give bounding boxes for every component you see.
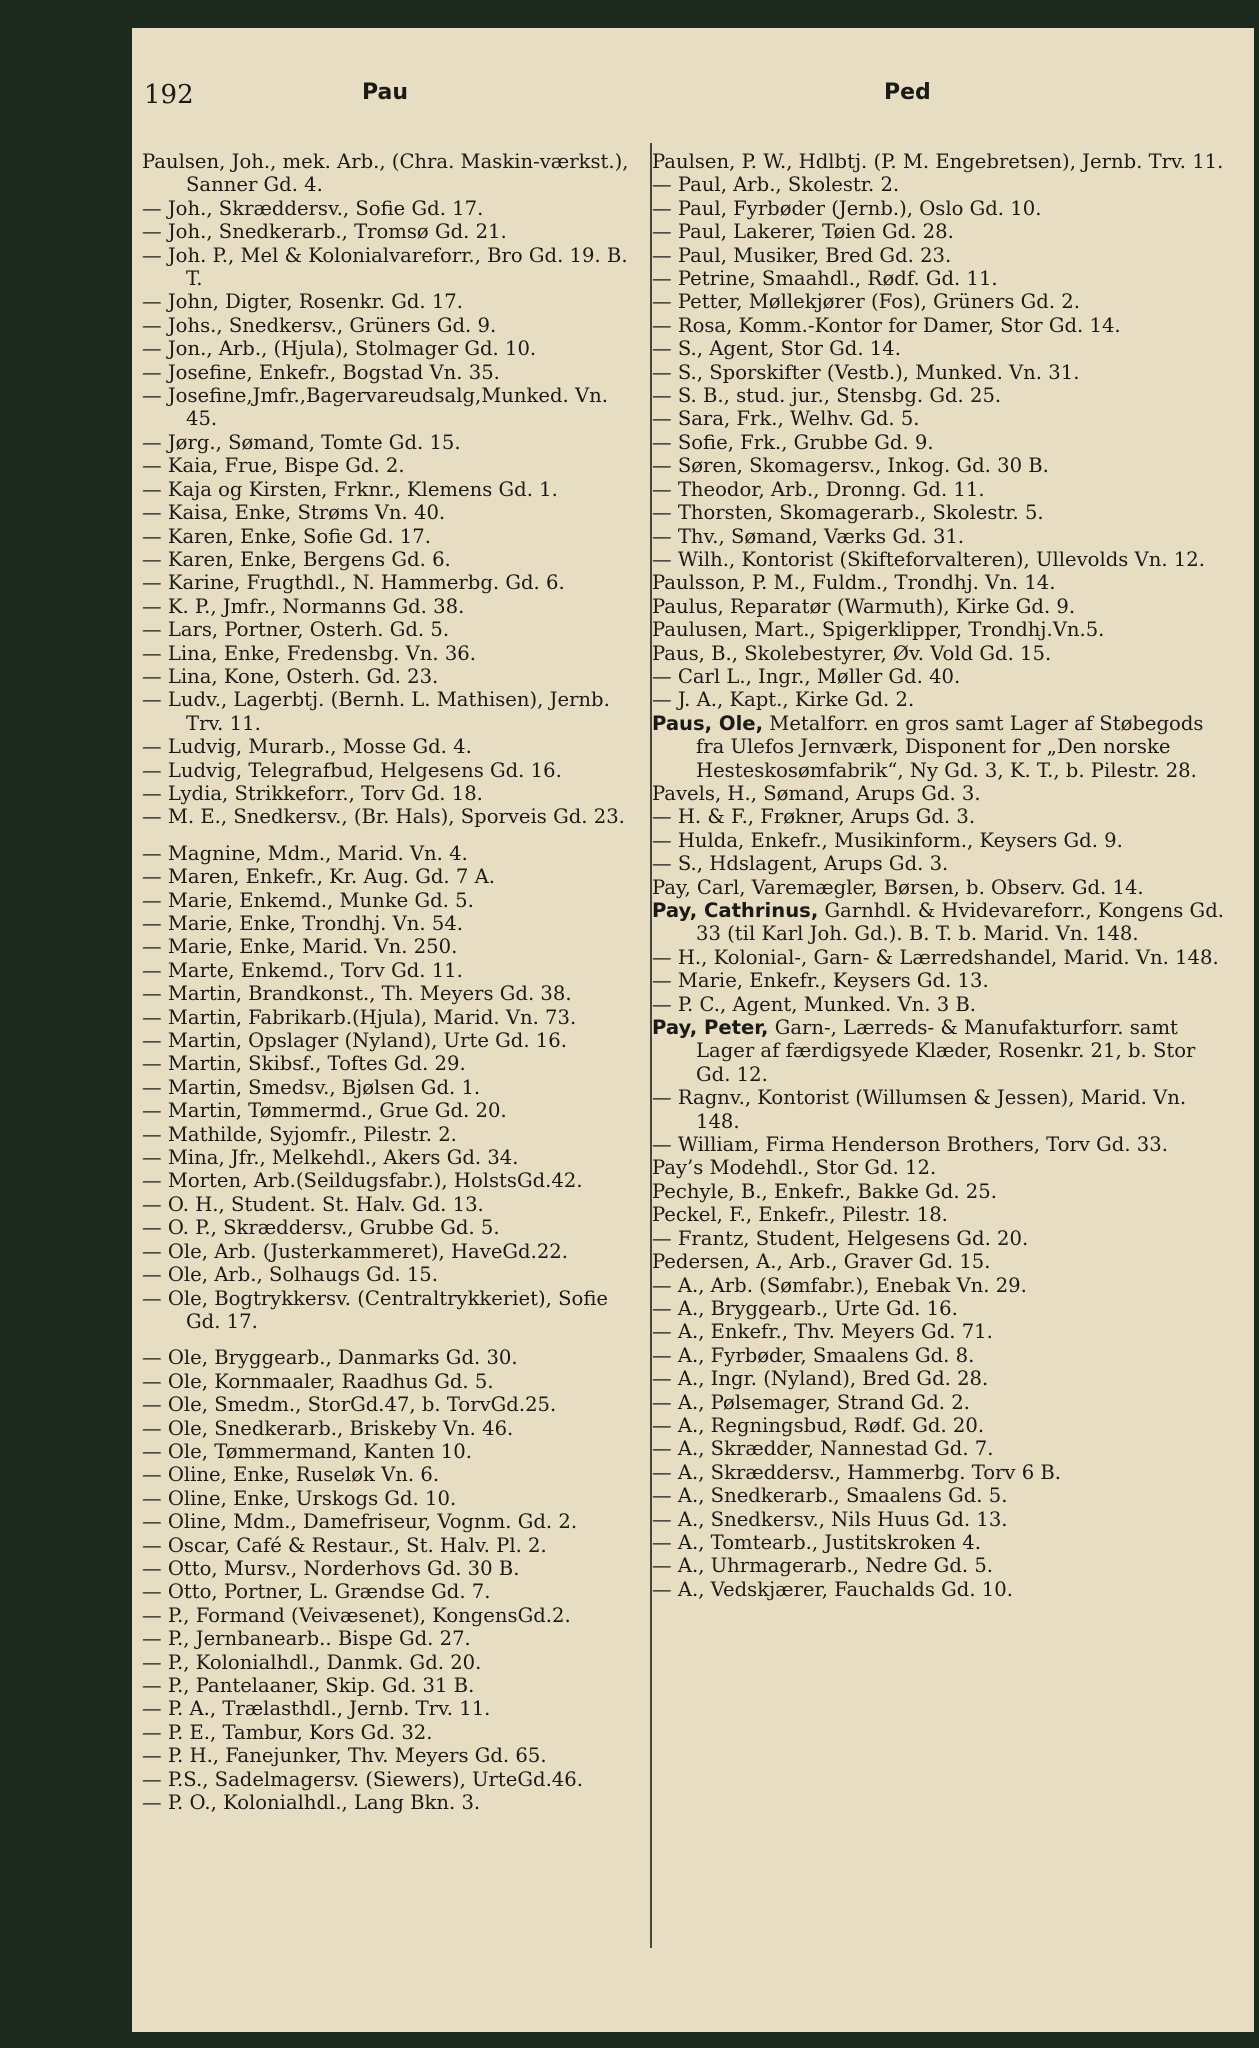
directory-entry — [142, 1791, 642, 1814]
entry-text: — A., Skrædder, Nannestad Gd. 7. — [652, 1437, 994, 1461]
entry-text: — S., Sporskifter (Vestb.), Munked. Vn. 31. — [652, 360, 1080, 384]
entry-text: — Paul, Musiker, Bred Gd. 23. — [652, 243, 952, 267]
entry-text: — S., Hdslagent, Arups Gd. 3. — [652, 852, 949, 876]
entry-text: — H., Kolonial-, Garn- & Lærredshandel, Marid. Vn. 148. — [652, 945, 1219, 969]
directory-entry — [142, 197, 642, 220]
directory-entry — [142, 1123, 642, 1146]
directory-entry — [652, 1367, 1232, 1390]
entry-text: — Morten, Arb.(Seildugsfabr.), HolstsGd.42. — [142, 1169, 583, 1193]
directory-entry — [142, 782, 642, 805]
directory-entry — [142, 759, 642, 782]
directory-entry — [652, 1180, 1232, 1203]
entry-text: Pay, Carl, Varemægler, Børsen, b. Observ. Gd. 14. — [652, 875, 1144, 899]
entry-text: Metalforr. en gros samt Lager af Støbegods fra Ulefos Jernværk, Disponent for „Den norske Hesteskosømfabrik“, Ny Gd. 3, K. T., b. Pilestr. 28. — [696, 711, 1204, 782]
entry-text: — S., Agent, Stor Gd. 14. — [652, 337, 901, 361]
entry-text: — P., Formand (Veivæsenet), KongensGd.2. — [142, 1603, 571, 1627]
entry-text: — Petter, Møllekjører (Fos), Grüners Gd. 2. — [652, 290, 1080, 314]
entry-text: — Rosa, Komm.-Kontor for Damer, Stor Gd. 14. — [652, 313, 1121, 337]
directory-entry — [142, 337, 642, 360]
entry-text: — Maren, Enkefr., Kr. Aug. Gd. 7 A. — [142, 865, 495, 889]
entry-text: — P. C., Agent, Munked. Vn. 3 B. — [652, 992, 977, 1016]
directory-entry — [652, 852, 1232, 875]
directory-entry — [652, 1297, 1232, 1320]
directory-entry — [142, 548, 642, 571]
directory-entry — [652, 478, 1232, 501]
directory-entry — [142, 1346, 642, 1369]
entry-text: — J. A., Kapt., Kirke Gd. 2. — [652, 688, 915, 712]
directory-entry — [652, 1274, 1232, 1297]
entry-text: Garnhdl. & Hvidevareforr., Kongens Gd. 33 (til Karl Joh. Gd.). B. T. b. Marid. Vn. 148. — [696, 899, 1224, 946]
entry-text: — Ole, Tømmermand, Kanten 10. — [142, 1439, 472, 1463]
directory-entry — [142, 361, 642, 384]
directory-entry — [142, 1193, 642, 1216]
directory-entry — [142, 1417, 642, 1440]
directory-entry — [142, 1463, 642, 1486]
entry-text: — Josefine, Enkefr., Bogstad Vn. 35. — [142, 360, 500, 384]
entry-text: — Frantz, Student, Helgesens Gd. 20. — [652, 1226, 1029, 1250]
directory-entry — [142, 1604, 642, 1627]
directory-entry — [652, 337, 1232, 360]
entry-text: — Mina, Jfr., Melkehdl., Akers Gd. 34. — [142, 1146, 519, 1170]
directory-entry — [652, 876, 1232, 899]
directory-entry — [142, 1146, 642, 1169]
entry-text: — A., Snedkersv., Nils Huus Gd. 13. — [652, 1507, 1008, 1531]
directory-entry — [142, 1099, 642, 1122]
entry-text: — Karen, Enke, Bergens Gd. 6. — [142, 547, 451, 571]
directory-entry — [652, 1016, 1232, 1086]
entry-text: — P. E., Tambur, Kors Gd. 32. — [142, 1720, 433, 1744]
entry-text: — Martin, Smedsv., Bjølsen Gd. 1. — [142, 1075, 481, 1099]
entry-text: — K. P., Jmfr., Normanns Gd. 38. — [142, 594, 465, 618]
directory-entry — [142, 1216, 642, 1239]
entry-text: — A., Skræddersv., Hammerbg. Torv 6 B. — [652, 1460, 1062, 1484]
entry-text: — Petrine, Smaahdl., Rødf. Gd. 11. — [652, 267, 998, 291]
directory-entry — [142, 982, 642, 1005]
entry-text: Peckel, F., Enkefr., Pilestr. 18. — [652, 1203, 948, 1227]
entry-text: — A., Enkefr., Thv. Meyers Gd. 71. — [652, 1320, 993, 1344]
directory-entry — [142, 1076, 642, 1099]
directory-entry — [652, 1554, 1232, 1577]
directory-entry — [142, 220, 642, 243]
entry-text: — P. O., Kolonialhdl., Lang Bkn. 3. — [142, 1791, 481, 1815]
entry-text: — Otto, Mursv., Norderhovs Gd. 30 B. — [142, 1556, 520, 1580]
entry-text: — Ole, Bogtrykkersv. (Centraltrykkeriet), Sofie Gd. 17. — [142, 1286, 608, 1333]
entry-text: — P.S., Sadelmagersv. (Siewers), UrteGd.46. — [142, 1767, 583, 1791]
entry-text: — Martin, Opslager (Nyland), Urte Gd. 16. — [142, 1029, 567, 1053]
directory-entry — [142, 1029, 642, 1052]
directory-entry — [652, 1227, 1232, 1250]
directory-entry — [652, 1344, 1232, 1367]
directory-entry — [652, 1414, 1232, 1437]
directory-entry — [142, 1487, 642, 1510]
entry-text: — Lina, Kone, Osterh. Gd. 23. — [142, 664, 439, 688]
directory-entry — [142, 1240, 642, 1263]
directory-entry — [652, 501, 1232, 524]
directory-entry — [142, 959, 642, 982]
entry-text: — Oscar, Café & Restaur., St. Halv. Pl. 2. — [142, 1533, 547, 1557]
entry-text: Pechyle, B., Enkefr., Bakke Gd. 25. — [652, 1179, 997, 1203]
directory-entry — [142, 571, 642, 594]
entry-text: — Joh., Skræddersv., Sofie Gd. 17. — [142, 196, 484, 220]
entry-text: — Ole, Kornmaaler, Raadhus Gd. 5. — [142, 1369, 494, 1393]
entry-text: — Josefine,Jmfr.,Bagervareudsalg,Munked. Vn. 45. — [142, 384, 608, 431]
directory-entry — [652, 1203, 1232, 1226]
directory-entry — [142, 1393, 642, 1416]
entry-text: — Ole, Arb., Solhaugs Gd. 15. — [142, 1263, 438, 1287]
entry-text: — William, Firma Henderson Brothers, Torv Gd. 33. — [652, 1133, 1168, 1157]
directory-entry — [142, 912, 642, 935]
entry-text: — Ragnv., Kontorist (Willumsen & Jessen), Marid. Vn. 148. — [652, 1086, 1187, 1133]
entry-text: — P., Pantelaaner, Skip. Gd. 31 B. — [142, 1674, 475, 1697]
entry-text: Pay’s Modehdl., Stor Gd. 12. — [652, 1156, 937, 1180]
directory-entry — [142, 478, 642, 501]
entry-text: — Thorsten, Skomagerarb., Skolestr. 5. — [652, 501, 1044, 525]
directory-entry — [142, 842, 642, 865]
entry-text: — Thv., Sømand, Værks Gd. 31. — [652, 524, 965, 548]
directory-entry — [142, 665, 642, 688]
entry-text: — Joh., Snedkerarb., Tromsø Gd. 21. — [142, 220, 507, 244]
directory-entry — [142, 384, 642, 431]
directory-entry — [652, 969, 1232, 992]
entry-text: — Ole, Arb. (Justerkammeret), HaveGd.22. — [142, 1239, 568, 1263]
entry-text: — Oline, Enke, Ruseløk Vn. 6. — [142, 1463, 440, 1487]
running-head-left: Pau — [362, 80, 409, 105]
directory-entry — [142, 805, 642, 828]
entry-text: — Karine, Frugthdl., N. Hammerbg. Gd. 6. — [142, 571, 565, 595]
directory-entry — [652, 244, 1232, 267]
entry-text: — Joh. P., Mel & Kolonialvareforr., Bro Gd. 19. B. T. — [142, 243, 628, 291]
entry-text: — Marie, Enke, Trondhj. Vn. 54. — [142, 912, 464, 935]
entry-text: — Sofie, Frk., Grubbe Gd. 9. — [652, 430, 934, 454]
directory-entry — [652, 805, 1232, 828]
directory-entry — [652, 899, 1232, 946]
entry-text: — Ludvig, Telegrafbud, Helgesens Gd. 16. — [142, 758, 562, 782]
entry-text: Paulsen, Joh., mek. Arb., (Chra. Maskin-værkst.), Sanner Gd. 4. — [142, 150, 629, 197]
directory-entry — [652, 314, 1232, 337]
entry-spacer — [142, 829, 642, 842]
entry-text: — Oline, Enke, Urskogs Gd. 10. — [142, 1486, 457, 1510]
directory-entry — [652, 1437, 1232, 1460]
directory-entry — [142, 314, 642, 337]
directory-entry — [652, 548, 1232, 571]
left-column — [142, 150, 642, 1814]
directory-entry — [652, 665, 1232, 688]
directory-entry — [652, 173, 1232, 196]
directory-entry — [652, 782, 1232, 805]
directory-entry — [652, 361, 1232, 384]
directory-entry — [652, 384, 1232, 407]
entry-text: — Søren, Skomagersv., Inkog. Gd. 30 B. — [652, 454, 1049, 478]
directory-entry — [652, 571, 1232, 594]
directory-entry — [652, 1578, 1232, 1601]
directory-entry — [142, 1534, 642, 1557]
entry-text: — A., Vedskjærer, Fauchalds Gd. 10. — [652, 1577, 1013, 1601]
directory-entry — [652, 431, 1232, 454]
directory-entry — [652, 1484, 1232, 1507]
directory-entry — [142, 454, 642, 477]
entry-text: — Lydia, Strikkeforr., Torv Gd. 18. — [142, 781, 483, 805]
entry-text: — Ludvig, Murarb., Mosse Gd. 4. — [142, 735, 472, 759]
entry-text: — A., Tomtearb., Justitskroken 4. — [652, 1530, 981, 1554]
entry-text: — Ole, Bryggearb., Danmarks Gd. 30. — [142, 1346, 518, 1370]
entry-text: — Paul, Fyrbøder (Jernb.), Oslo Gd. 10. — [652, 196, 1042, 220]
entry-text: — Ole, Smedm., StorGd.47, b. TorvGd.25. — [142, 1393, 557, 1417]
directory-entry — [652, 1133, 1232, 1156]
directory-entry — [142, 595, 642, 618]
entry-text: — P., Jernbanearb.. Bispe Gd. 27. — [142, 1627, 471, 1651]
directory-entry — [142, 1440, 642, 1463]
page-number: 192 — [144, 80, 194, 110]
directory-entry — [652, 1156, 1232, 1179]
entry-text: — A., Snedkerarb., Smaalens Gd. 5. — [652, 1484, 1008, 1508]
entry-text: — H. & F., Frøkner, Arups Gd. 3. — [652, 805, 976, 829]
entry-text: — Mathilde, Syjomfr., Pilestr. 2. — [142, 1122, 457, 1146]
entry-text: — Ludv., Lagerbtj. (Bernh. L. Mathisen), Jernb. Trv. 11. — [142, 688, 610, 735]
directory-entry — [142, 1744, 642, 1767]
entry-text: — Marte, Enkemd., Torv Gd. 11. — [142, 958, 463, 982]
directory-entry — [142, 150, 642, 197]
entry-text: — Karen, Enke, Sofie Gd. 17. — [142, 524, 431, 548]
directory-entry — [142, 735, 642, 758]
directory-entry — [652, 1391, 1232, 1414]
entry-text: — Lars, Portner, Osterh. Gd. 5. — [142, 618, 450, 642]
directory-entry — [652, 1250, 1232, 1273]
directory-entry — [142, 431, 642, 454]
entry-text: — Jon., Arb., (Hjula), Stolmager Gd. 10. — [142, 337, 537, 361]
entry-text: Paulsen, P. W., Hdlbtj. (P. M. Engebretsen), Jernb. Trv. 11. — [652, 150, 1224, 173]
entry-text: — Hulda, Enkefr., Musikinform., Keysers Gd. 9. — [652, 828, 1123, 852]
entry-text: — O. P., Skræddersv., Grubbe Gd. 5. — [142, 1216, 500, 1240]
directory-entry — [652, 290, 1232, 313]
entry-text: — Theodor, Arb., Dronng. Gd. 11. — [652, 477, 985, 501]
directory-entry — [652, 220, 1232, 243]
entry-text: — Sara, Frk., Welhv. Gd. 5. — [652, 407, 920, 431]
entry-text: — A., Fyrbøder, Smaalens Gd. 8. — [652, 1343, 975, 1367]
directory-entry — [142, 244, 642, 291]
directory-entry — [652, 993, 1232, 1016]
entry-name-bold: Paus, Ole, — [652, 711, 764, 735]
directory-entry — [142, 642, 642, 665]
directory-page — [132, 28, 1254, 2032]
entry-text: — A., Pølsemager, Strand Gd. 2. — [652, 1390, 970, 1414]
entry-text: — A., Uhrmagerarb., Nedre Gd. 5. — [652, 1554, 994, 1578]
directory-entry — [142, 1370, 642, 1393]
entry-text: — A., Bryggearb., Urte Gd. 16. — [652, 1296, 958, 1320]
directory-entry — [652, 1320, 1232, 1343]
directory-entry — [142, 1697, 642, 1720]
entry-text: Pavels, H., Sømand, Arups Gd. 3. — [652, 781, 981, 805]
directory-entry — [652, 595, 1232, 618]
entry-text: — Johs., Snedkersv., Grüners Gd. 9. — [142, 313, 497, 337]
entry-text: — Lina, Enke, Fredensbg. Vn. 36. — [142, 641, 477, 665]
directory-entry — [652, 407, 1232, 430]
directory-entry — [142, 1674, 642, 1697]
entry-text: — Paul, Arb., Skolestr. 2. — [652, 173, 900, 197]
entry-text: — Magnine, Mdm., Marid. Vn. 4. — [142, 841, 468, 865]
entry-text: — Carl L., Ingr., Møller Gd. 40. — [652, 664, 961, 688]
directory-entry — [652, 454, 1232, 477]
directory-entry — [652, 1531, 1232, 1554]
directory-entry — [142, 889, 642, 912]
entry-text: — Kaia, Frue, Bispe Gd. 2. — [142, 454, 405, 478]
directory-entry — [142, 935, 642, 958]
directory-entry — [652, 1461, 1232, 1484]
directory-entry — [652, 1086, 1232, 1133]
entry-text: — A., Regningsbud, Rødf. Gd. 20. — [652, 1413, 985, 1437]
directory-entry — [652, 618, 1232, 641]
directory-entry — [142, 1052, 642, 1075]
directory-entry — [652, 946, 1232, 969]
entry-name-bold: Pay, Cathrinus, — [652, 899, 819, 922]
entry-text: Pedersen, A., Arb., Graver Gd. 15. — [652, 1250, 991, 1274]
entry-text: — S. B., stud. jur., Stensbg. Gd. 25. — [652, 384, 1002, 408]
directory-entry — [142, 501, 642, 524]
entry-text: — Ole, Snedkerarb., Briskeby Vn. 46. — [142, 1416, 514, 1440]
entry-text: — Kaisa, Enke, Strøms Vn. 40. — [142, 501, 446, 525]
entry-text: — Marie, Enkefr., Keysers Gd. 13. — [652, 969, 989, 993]
directory-entry — [142, 1768, 642, 1791]
directory-entry — [652, 829, 1232, 852]
directory-entry — [652, 197, 1232, 220]
entry-text: — Wilh., Kontorist (Skifteforvalteren), Ullevolds Vn. 12. — [652, 547, 1205, 571]
directory-entry — [142, 1651, 642, 1674]
entry-text: Paulus, Reparatør (Warmuth), Kirke Gd. 9. — [652, 594, 1076, 618]
entry-spacer — [142, 1333, 642, 1346]
entry-text: — John, Digter, Rosenkr. Gd. 17. — [142, 290, 463, 314]
directory-entry — [652, 1508, 1232, 1531]
entry-text: — P. A., Trælasthdl., Jernb. Trv. 11. — [142, 1697, 491, 1721]
running-head-right: Ped — [884, 80, 931, 105]
entry-text: — Marie, Enke, Marid. Vn. 250. — [142, 935, 458, 959]
entry-text: — A., Arb. (Sømfabr.), Enebak Vn. 29. — [652, 1273, 1027, 1297]
entry-text: — Jørg., Sømand, Tomte Gd. 15. — [142, 430, 461, 454]
directory-entry — [142, 1627, 642, 1650]
entry-text: — Martin, Fabrikarb.(Hjula), Marid. Vn. 73. — [142, 1005, 577, 1029]
entry-text: Paulusen, Mart., Spigerklipper, Trondhj.Vn.5. — [652, 618, 1105, 642]
directory-entry — [142, 1557, 642, 1580]
directory-entry — [142, 1169, 642, 1192]
entry-text: — Marie, Enkemd., Munke Gd. 5. — [142, 888, 474, 912]
directory-entry — [652, 642, 1232, 665]
entry-text: — Oline, Mdm., Damefriseur, Vognm. Gd. 2. — [142, 1510, 578, 1534]
entry-text: — A., Ingr. (Nyland), Bred Gd. 28. — [652, 1367, 989, 1391]
entry-text: — Martin, Tømmermd., Grue Gd. 20. — [142, 1099, 507, 1123]
directory-entry — [142, 1510, 642, 1533]
directory-entry — [142, 1287, 642, 1334]
directory-entry — [142, 1721, 642, 1744]
directory-entry — [652, 688, 1232, 711]
right-column — [652, 150, 1232, 1601]
entry-text: Paus, B., Skolebestyrer, Øv. Vold Gd. 15. — [652, 641, 1052, 665]
directory-entry — [652, 150, 1232, 173]
entry-name-bold: Pay, Peter, — [652, 1016, 769, 1040]
directory-entry — [142, 618, 642, 641]
directory-entry — [142, 525, 642, 548]
directory-entry — [142, 865, 642, 888]
entry-text: — Paul, Lakerer, Tøien Gd. 28. — [652, 220, 954, 244]
directory-entry — [652, 525, 1232, 548]
directory-entry — [142, 1580, 642, 1603]
entry-text: — Martin, Skibsf., Toftes Gd. 29. — [142, 1052, 466, 1076]
entry-text: — Kaja og Kirsten, Frknr., Klemens Gd. 1. — [142, 477, 558, 501]
entry-text: Garn-, Lærreds- & Manufakturforr. samt Lager af færdigsyede Klæder, Rosenkr. 21, b. Stor Gd. 12. — [696, 1016, 1196, 1086]
directory-entry — [142, 1006, 642, 1029]
entry-text: — M. E., Snedkersv., (Br. Hals), Sporveis Gd. 23. — [142, 805, 625, 829]
directory-entry — [652, 712, 1232, 782]
directory-entry — [142, 688, 642, 735]
entry-text: — O. H., Student. St. Halv. Gd. 13. — [142, 1192, 484, 1216]
entry-text: — P. H., Fanejunker, Thv. Meyers Gd. 65. — [142, 1744, 547, 1768]
entry-text: — Martin, Brandkonst., Th. Meyers Gd. 38. — [142, 982, 572, 1006]
directory-entry — [142, 290, 642, 313]
entry-text: — Otto, Portner, L. Grændse Gd. 7. — [142, 1580, 491, 1604]
entry-text: — P., Kolonialhdl., Danmk. Gd. 20. — [142, 1650, 482, 1674]
directory-entry — [142, 1263, 642, 1286]
directory-entry — [652, 267, 1232, 290]
entry-text: Paulsson, P. M., Fuldm., Trondhj. Vn. 14. — [652, 571, 1056, 595]
